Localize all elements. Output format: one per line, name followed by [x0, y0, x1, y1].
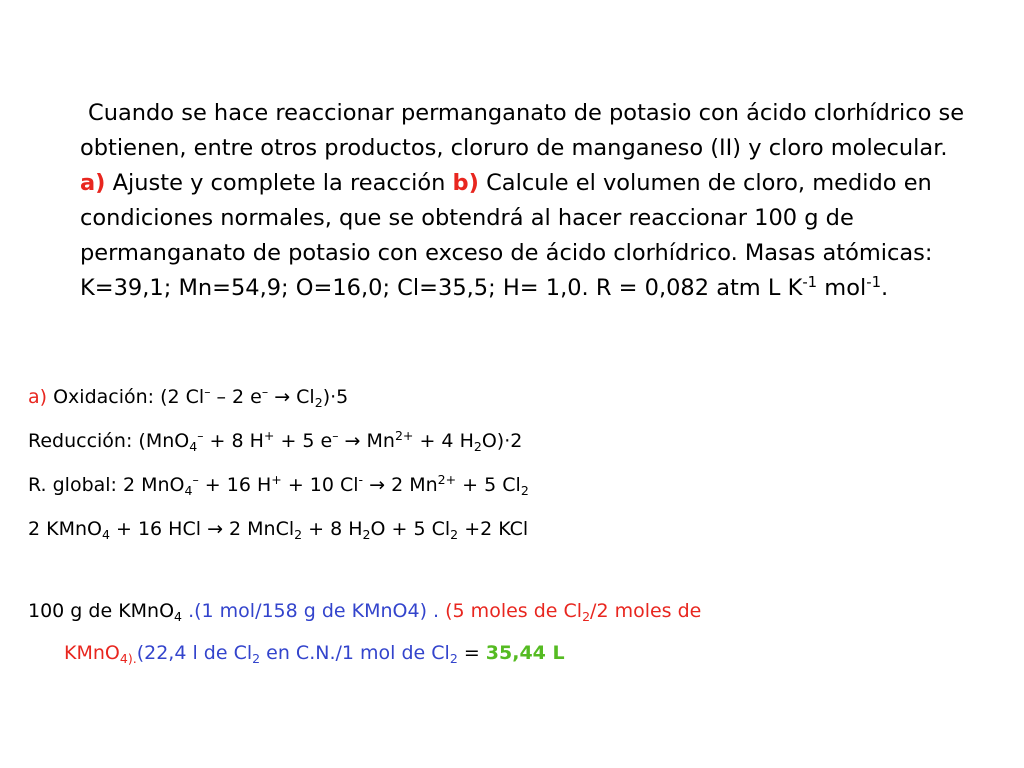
oxidation-line — [28, 384, 348, 410]
charge: + — [263, 428, 275, 444]
oxidation-text-1: Oxidación: (2 Cl — [47, 386, 205, 408]
molecular-text-6: +2 KCl — [458, 518, 529, 540]
global-reaction-line — [28, 472, 529, 498]
charge: – — [332, 428, 339, 444]
molecular-text-5: O + 5 Cl — [370, 518, 451, 540]
calc-text-7: en C.N./1 mol de Cl — [260, 642, 450, 664]
problem-statement — [80, 96, 980, 306]
charge: 2+ — [394, 428, 414, 444]
mol-unit: mol — [817, 275, 867, 301]
molecular-text-2: + 16 HCl — [109, 518, 208, 540]
molecular-text-4: + 8 H — [302, 518, 363, 540]
subscript: 2 — [450, 526, 459, 542]
oxidation-text-2: – 2 e — [210, 386, 262, 408]
global-text-3: + 10 Cl — [281, 474, 359, 496]
oxidation-text-3: Cl — [290, 386, 315, 408]
subscript: 4 — [184, 482, 193, 498]
global-text-2: + 16 H — [198, 474, 272, 496]
charge: – — [204, 384, 211, 400]
molecular-equation-line — [28, 516, 528, 542]
calc-text-1: 100 g de KMnO — [28, 600, 175, 622]
subscript: 2 — [582, 608, 591, 624]
subscript: 2 — [473, 438, 482, 454]
calc-text-6: (22,4 l de Cl — [136, 642, 253, 664]
charge: – — [197, 428, 204, 444]
arrow-icon: → — [369, 474, 386, 496]
global-text-5: + 5 Cl — [456, 474, 521, 496]
reduction-text-4: Mn — [360, 430, 395, 452]
global-text-4: 2 Mn — [385, 474, 438, 496]
calculation-line-1 — [28, 598, 701, 624]
answer-a-label: a) — [28, 386, 48, 408]
charge: – — [261, 384, 269, 400]
calc-text-5: KMnO — [64, 642, 120, 664]
part-a-label: a) — [80, 170, 106, 196]
part-b-text: Calcule el volumen de cloro, medido en condiciones normales, que se obtendrá al hacer reaccionar 100 g de permanganato de potasio con exceso de ácido clorhídrico. Masas atómicas: K=39,1; Mn=54,9; O=16,0; Cl=35,5; H= 1,0. R = 0,082 atm L K — [80, 170, 933, 301]
charge: 2+ — [437, 472, 457, 488]
part-a-text: Ajuste y complete la reacción — [112, 170, 446, 196]
arrow-icon: → — [207, 518, 223, 540]
exponent-1: -1 — [802, 272, 818, 291]
reduction-text-3: + 5 e — [274, 430, 333, 452]
charge: - — [358, 472, 364, 488]
subscript: 2 — [252, 650, 261, 666]
subscript: 2 — [294, 526, 303, 542]
subscript: 2 — [362, 526, 371, 542]
subscript: 2 — [520, 482, 529, 498]
oxidation-text-4: )·5 — [322, 386, 349, 408]
subscript: 4 — [189, 438, 198, 454]
exponent-2: -1 — [866, 272, 882, 291]
molecular-text-3: 2 MnCl — [222, 518, 295, 540]
calc-text-4: /2 moles de — [590, 600, 702, 622]
subscript: 4 — [174, 608, 183, 624]
calc-text-2: .(1 mol/158 g de KMnO4) . — [182, 600, 446, 622]
part-b-label: b) — [452, 170, 479, 196]
charge: – — [192, 472, 199, 488]
reduction-text-5: + 4 H — [413, 430, 474, 452]
global-text-1: R. global: 2 MnO — [28, 474, 185, 496]
problem-end: . — [881, 275, 889, 301]
calculation-line-2 — [64, 640, 565, 666]
subscript: 4 — [101, 526, 110, 542]
result-value: 35,44 L — [485, 642, 565, 664]
problem-intro: Cuando se hace reaccionar permanganato de potasio con ácido clorhídrico se obtienen, entre otros productos, cloruro de manganeso (II) y cloro molecular. — [80, 100, 965, 161]
subscript: 2 — [449, 650, 458, 666]
reduction-text-6: O)·2 — [481, 430, 523, 452]
reduction-text-1: Reducción: (MnO — [28, 430, 190, 452]
molecular-text-1: 2 KMnO — [28, 518, 102, 540]
reduction-text-2: + 8 H — [203, 430, 264, 452]
subscript: 2 — [314, 394, 323, 410]
calc-text-3: (5 moles de Cl — [445, 600, 583, 622]
arrow-icon: → — [344, 430, 361, 452]
calc-text-8: = — [457, 642, 486, 664]
reduction-line — [28, 428, 522, 454]
subscript: 4). — [119, 650, 137, 666]
arrow-icon: → — [274, 386, 291, 408]
charge: + — [271, 472, 282, 488]
